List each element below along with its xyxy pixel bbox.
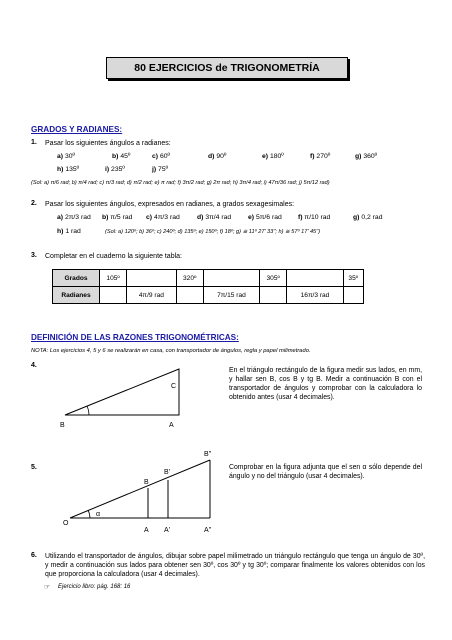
pointing-hand-icon: ☞ [44,584,51,591]
vertex-label-a: A [169,422,174,429]
exercise-item: h) 135º [57,166,80,173]
exercise-4-number: 4. [31,362,37,369]
exercise-4-text: En el triángulo rectángulo de la figura medir sus lados, en mm, y hallar sen B, cos B y tg B. Medir a continuación B con el transportador de ángulos y comprobar con la calculadora lo obtenido antes (usar 4 decimales). [229,367,422,401]
table-cell: Radianes [53,287,100,304]
exercise-1-text: Pasar los siguientes ángulos a radianes: [45,140,171,147]
exercise-item: j) 75º [152,166,169,173]
exercise-2-solution: (Sol: a) 120º; b) 36º; c) 240º; d) 135º; e) 150º; f) 18º; g) ≅ 11º 27' 33''; h) ≅ 57º 17' 45'') [105,229,321,235]
exercise-item: d) 3π/4 rad [197,214,232,221]
exercise-item: h) 1 rad [57,228,81,235]
exercise-1-number: 1. [31,139,37,146]
table-cell: 7π/15 rad [203,287,259,304]
exercise-item: g) 0,2 rad [353,214,383,221]
exercise-6-number: 6. [31,552,37,559]
exercise-6-text: Utilizando el transportador de ángulos, dibujar sobre papel milimetrado un triángulo rectángulo que tenga un ángulo de 30º, y medir a continuación sus lados para obtener sen 30º, cos 30º y tg 30º; comparar finalmente los valores obtenidos con los que proporciona la calculadora (usar 4 decimales). [45,553,425,578]
degrees-radians-table [52,269,364,304]
exercise-item: f) 270º [310,153,331,160]
book-reference: Ejercicio libro: pág. 168: 16 [58,584,131,590]
table-cell: 105º [100,270,127,287]
table-cell [287,270,343,287]
exercise-item: c) 4π/3 rad [146,214,180,221]
table-cell [343,287,363,304]
vertex-label-b2: B'' [204,451,212,458]
exercise-item: a) 30º [57,153,75,160]
table-cell: 16π/3 rad [287,287,343,304]
exercise-3-number: 3. [31,252,37,259]
vertex-label-b1: B' [164,469,171,476]
table-row [53,287,364,304]
exercise-item: g) 360º [355,153,378,160]
exercise-5-number: 5. [31,464,37,471]
exercise-item: f) π/10 rad [298,214,331,221]
section-definicion-razones: DEFINICIÓN DE LAS RAZONES TRIGONOMÉTRICAS: [31,333,239,342]
exercise-2-number: 2. [31,200,37,207]
vertex-label-a2: A'' [204,527,212,534]
exercise-item: i) 235º [105,166,125,173]
vertex-label-o: O [63,520,69,527]
vertex-label-c: C [171,383,177,390]
exercise-2-text: Pasar los siguientes ángulos, expresados en radianes, a grados sexagesimales: [45,201,295,208]
exercise-item: c) 60º [152,153,170,160]
vertex-label-b: B [144,479,149,486]
vertex-label-b: B [60,422,65,429]
table-cell: 320º [176,270,203,287]
section-grados-radianes: GRADOS Y RADIANES: [31,125,123,134]
vertex-label-a1: A' [164,527,171,534]
exercise-item: a) 2π/3 rad [57,214,91,221]
note-text: NOTA: Los ejercicios 4, 5 y 6 se realizarán en casa, con transportador de ángulos, regla y papel milimetrado. [31,348,311,354]
angle-alpha-label: α [96,511,101,518]
table-row [53,270,364,287]
similar-triangles-figure [58,448,228,536]
table-cell: 305º [260,270,287,287]
table-cell [127,270,176,287]
exercise-item: b) π/5 rad [102,214,133,221]
exercise-item: b) 45º [112,153,131,160]
exercise-item: d) 90º [208,153,227,160]
table-cell [100,287,127,304]
exercise-item: e) 180º [262,153,284,160]
exercise-5-text: Comprobar en la figura adjunta que el sen α sólo depende del ángulo y no del triángulo (usar 4 decimales). [229,464,422,480]
vertex-label-a: A [144,527,149,534]
table-cell [176,287,203,304]
exercise-3-text: Completar en el cuaderno la siguiente tabla: [45,253,182,260]
table-cell [260,287,287,304]
table-cell [203,270,259,287]
table-cell: 4π/9 rad [127,287,176,304]
table-cell: 35º [343,270,363,287]
right-triangle-figure [55,365,225,435]
exercise-item: e) 5π/6 rad [248,214,282,221]
exercise-1-solution: (Sol: a) π/6 rad; b) π/4 rad; c) π/3 rad; d) π/2 rad; e) π rad; f) 3π/2 rad; g) 2π rad; h) 3π/4 rad; i) 47π/36 rad; j) 5π/12 rad) [31,180,330,186]
table-cell: Grados [53,270,100,287]
document-title: 80 EJERCICIOS de TRIGONOMETRÍA [106,57,348,79]
